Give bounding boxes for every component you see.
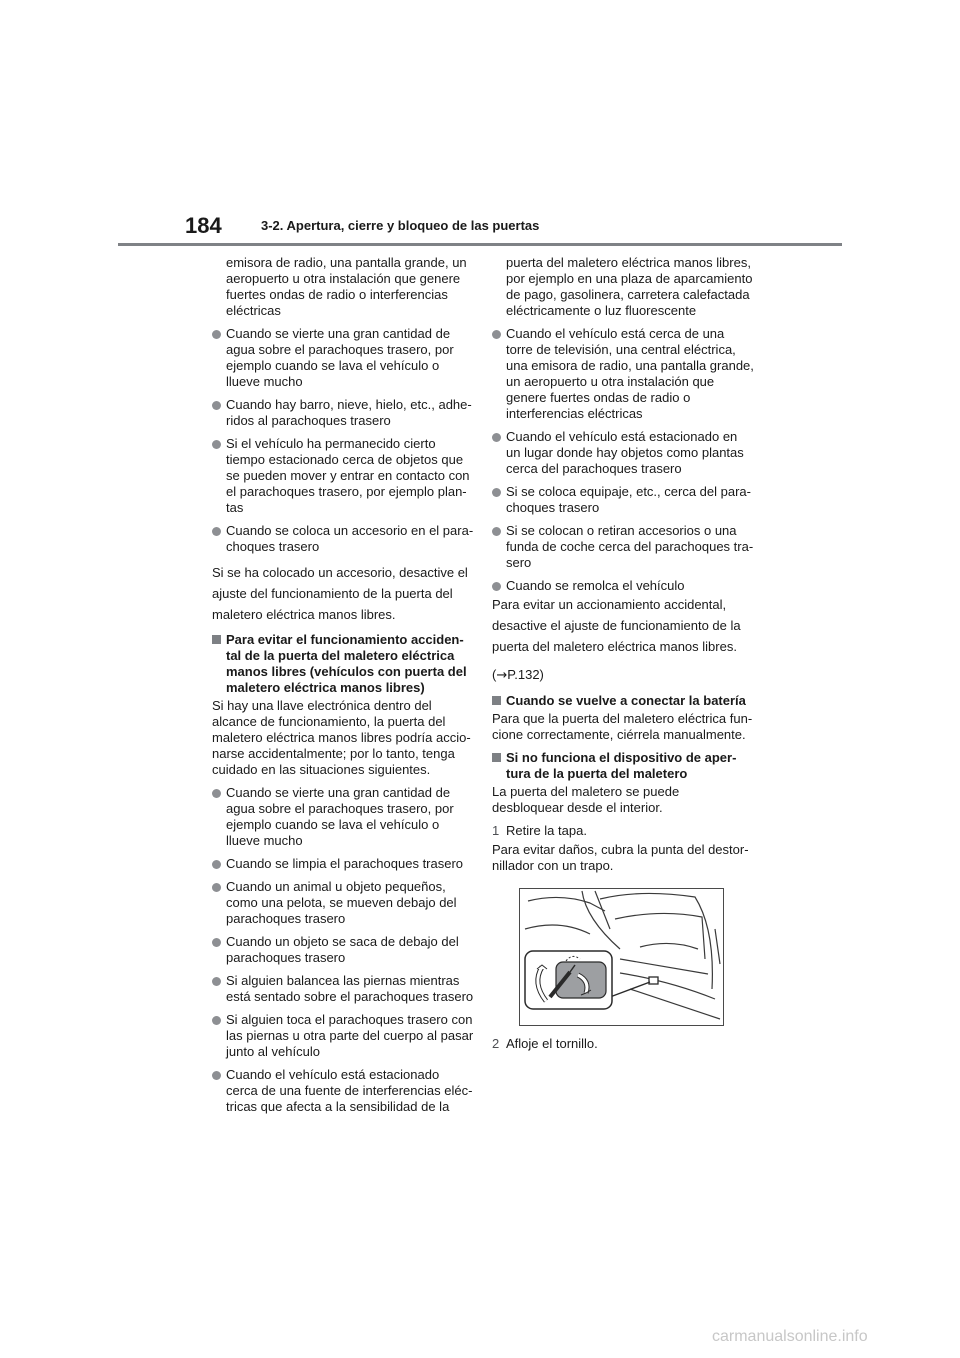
bullet-icon xyxy=(212,1071,221,1080)
subheading: Para evitar el funcionamiento acciden-tal de la puerta del maletero eléctrica manos libres (vehículos con puerta del maletero eléctrica manos libres) xyxy=(212,632,474,696)
watermark: carmanualsonline.info xyxy=(712,1328,868,1345)
bullet-icon xyxy=(212,527,221,536)
square-bullet-icon xyxy=(492,696,501,705)
left-column xyxy=(212,255,474,1122)
continued-bullet: puerta del maletero eléctrica manos libres, por ejemplo en una plaza de aparcamiento de pago, gasolinera, carretera calefactada eléctricamente o luz fluorescente xyxy=(506,255,753,318)
bullet-icon xyxy=(212,860,221,869)
square-bullet-icon xyxy=(212,635,221,644)
paragraph: Si hay una llave electrónica dentro del alcance de funcionamiento, la puerta del maletero eléctrica manos libres podría accio-narse accidentalmente; por lo tanto, tenga cuidado en las situaciones siguientes. xyxy=(212,698,471,777)
tailgate-drawing xyxy=(520,889,723,1025)
continued-bullet: emisora de radio, una pantalla grande, un aeropuerto u otra instalación que genere fuertes ondas de radio o interferencias eléctricas xyxy=(226,255,467,318)
paragraph: La puerta del maletero se puede desbloquear desde el interior. xyxy=(492,784,680,815)
list-item: Cuando se vierte una gran cantidad de agua sobre el parachoques trasero, por ejemplo cuando se lava el vehículo o llueve mucho xyxy=(212,326,474,390)
bullet-icon xyxy=(212,883,221,892)
list-item: Si alguien toca el parachoques trasero con las piernas u otra parte del cuerpo al pasar junto al vehículo xyxy=(212,1012,474,1060)
page-number: 184 xyxy=(185,213,222,238)
bullet-icon xyxy=(492,488,501,497)
note-text: Para evitar un accionamiento accidental, desactive el ajuste de funcionamiento de la puerta del maletero eléctrica manos libres. xyxy=(492,597,741,654)
bullet-icon xyxy=(212,977,221,986)
section-title: 3-2. Apertura, cierre y bloqueo de las puertas xyxy=(261,218,540,233)
list-item: Cuando hay barro, nieve, hielo, etc., adhe-ridos al parachoques trasero xyxy=(212,397,474,429)
list-item: Si se colocan o retiran accesorios o una funda de coche cerca del parachoques tra-sero xyxy=(492,523,754,571)
list-item: Cuando se limpia el parachoques trasero xyxy=(212,856,474,872)
square-bullet-icon xyxy=(492,753,501,762)
list-item: Cuando un objeto se saca de debajo del parachoques trasero xyxy=(212,934,474,966)
bullet-icon xyxy=(212,1016,221,1025)
list-item: Cuando un animal u objeto pequeños, como una pelota, se mueven debajo del parachoques trasero xyxy=(212,879,474,927)
step-note: Para evitar daños, cubra la punta del destor-nillador con un trapo. xyxy=(492,842,749,873)
subheading: Si no funciona el dispositivo de aper-tura de la puerta del maletero xyxy=(492,750,754,782)
bullet-icon xyxy=(492,527,501,536)
header-rule xyxy=(118,243,842,246)
list-item: Cuando se remolca el vehículo xyxy=(492,578,754,594)
list-item: Si se coloca equipaje, etc., cerca del para-choques trasero xyxy=(492,484,754,516)
bullet-icon xyxy=(212,789,221,798)
page-reference: (→P.132) xyxy=(492,667,544,683)
bullet-icon xyxy=(212,330,221,339)
right-column xyxy=(492,255,754,1055)
paragraph: Para que la puerta del maletero eléctrica fun-cione correctamente, ciérrela manualmente. xyxy=(492,711,753,742)
note-text: Si se ha colocado un accesorio, desactive el ajuste del funcionamiento de la puerta del maletero eléctrica manos libres. xyxy=(212,565,468,622)
step-1: 1 Retire la tapa. xyxy=(492,823,587,838)
bullet-icon xyxy=(492,330,501,339)
list-item: Si el vehículo ha permanecido cierto tiempo estacionado cerca de objetos que se pueden mover y entrar en contacto con el parachoques trasero, por ejemplo plan-tas xyxy=(212,436,474,516)
list-item: Cuando el vehículo está cerca de una torre de televisión, una central eléctrica, una emisora de radio, una pantalla grande, un aeropuerto u otra instalación que genere fuertes ondas de radio o interferencias eléctricas xyxy=(492,326,754,422)
bullet-icon xyxy=(212,401,221,410)
arrow-right-icon: → xyxy=(496,668,508,683)
list-item: Cuando el vehículo está estacionado cerca de una fuente de interferencias eléc-tricas que afecta a la sensibilidad de la xyxy=(212,1067,474,1115)
list-item: Cuando se coloca un accesorio en el para-choques trasero xyxy=(212,523,474,555)
tailgate-illustration xyxy=(519,888,724,1026)
bullet-icon xyxy=(492,582,501,591)
bullet-icon xyxy=(212,938,221,947)
list-item: Cuando el vehículo está estacionado en un lugar donde hay objetos como plantas cerca del parachoques trasero xyxy=(492,429,754,477)
step-2: 2 Afloje el tornillo. xyxy=(492,1036,598,1051)
bullet-icon xyxy=(492,433,501,442)
list-item: Si alguien balancea las piernas mientras está sentado sobre el parachoques trasero xyxy=(212,973,474,1005)
bullet-icon xyxy=(212,440,221,449)
subheading: Cuando se vuelve a conectar la batería xyxy=(492,693,754,709)
list-item: Cuando se vierte una gran cantidad de agua sobre el parachoques trasero, por ejemplo cuando se lava el vehículo o llueve mucho xyxy=(212,785,474,849)
